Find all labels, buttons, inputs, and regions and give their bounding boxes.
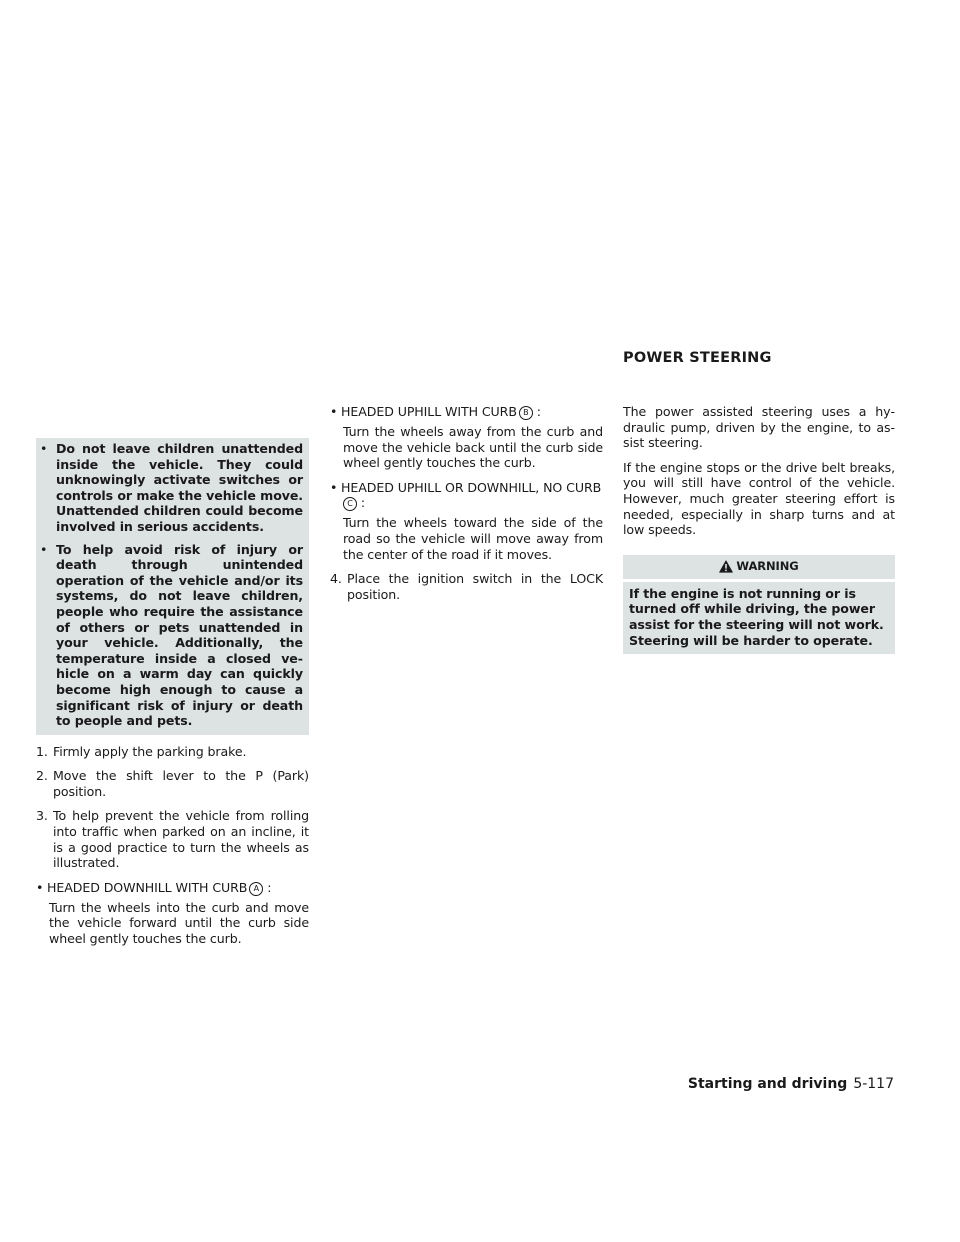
colon: : — [267, 879, 272, 895]
bullet-dot: • — [40, 441, 48, 456]
paragraph: The power assisted steering uses a hydraulic pump, driven by the engine, to assist steering. — [623, 404, 895, 451]
step-4 — [330, 571, 603, 602]
step-1 — [36, 744, 309, 760]
heading-text: HEADED DOWNHILL WITH CURB — [47, 879, 248, 895]
no-curb-heading — [330, 480, 603, 512]
right-column — [623, 404, 895, 654]
footer-section-name: Starting and driving — [687, 1076, 848, 1092]
step-text: Place the ignition switch in the LOCK position. — [347, 571, 603, 602]
callout-a-icon: A — [249, 882, 263, 896]
paragraph: If the engine stops or the drive belt breaks, you will still have control of the vehicle. However, much greater steering effort is needed, especially in sharp turns and at low speeds. — [623, 459, 895, 538]
warning-bullet-text: Do not leave children unattended inside the vehicle. They could unknowingly activate switches or controls or make the vehicle move. Unattended children could become involved in serious accidents. — [56, 441, 303, 534]
uphill-with-curb-text: Turn the wheels away from the curb and move the vehicle back until the curb side wheel gently touches the curb. — [343, 424, 603, 471]
heading-text: HEADED UPHILL OR DOWNHILL, NO CURB — [341, 479, 602, 495]
bullet-dot: • — [40, 541, 48, 557]
step-number: 3. — [36, 808, 48, 824]
power-steering-warning-text: If the engine is not running or is turned off while driving, the power assist for the steering will not work. Steering will be harder to operate. — [623, 582, 895, 654]
step-number: 4. — [330, 571, 342, 587]
bullet-dot: • — [330, 479, 338, 495]
child-safety-warning-box — [36, 438, 309, 735]
colon: : — [536, 404, 541, 419]
callout-c-icon: C — [343, 497, 357, 511]
warning-bullet — [40, 542, 303, 729]
page-footer — [688, 1076, 894, 1092]
step-number: 1. — [36, 743, 48, 759]
warning-bullet — [40, 441, 303, 535]
step-3 — [36, 808, 309, 870]
warning-label: WARNING — [736, 558, 799, 573]
no-curb-text: Turn the wheels toward the side of the road so the vehicle will move away from the center of the road if it moves. — [343, 515, 603, 562]
step-text: Firmly apply the parking brake. — [53, 743, 247, 759]
warning-bullet-text: To help avoid risk of injury or death through unintended operation of the vehicle and/or its systems, do not leave children, people who require the assistance of others or pets unattended in your vehicle. Additionally, the temperature inside a closed vehicle on a warm day can quickly become high enough to cause a significant risk of injury or death to people and pets. — [56, 541, 303, 729]
section-title: POWER STEERING — [623, 350, 772, 366]
bullet-dot: • — [36, 879, 44, 895]
page-number: 5-117 — [853, 1076, 894, 1092]
colon: : — [360, 495, 366, 511]
left-column — [36, 438, 309, 947]
bullet-dot: • — [330, 404, 338, 419]
warning-header — [623, 555, 895, 579]
step-2 — [36, 768, 309, 799]
warning-triangle-icon — [719, 560, 733, 573]
heading-text: HEADED UPHILL WITH CURB — [341, 404, 517, 419]
step-text: To help prevent the vehicle from rolling into traffic when parked on an incline, it is a good practice to turn the wheels as illustrated. — [53, 808, 309, 871]
uphill-with-curb-heading — [330, 404, 603, 420]
downhill-with-curb-heading — [36, 880, 309, 896]
step-text: Move the shift lever to the P (Park) position. — [53, 768, 309, 799]
middle-column — [330, 404, 603, 602]
downhill-with-curb-text: Turn the wheels into the curb and move the vehicle forward until the curb side wheel gently touches the curb. — [49, 899, 309, 947]
step-number: 2. — [36, 768, 48, 784]
callout-b-icon: B — [519, 406, 533, 420]
